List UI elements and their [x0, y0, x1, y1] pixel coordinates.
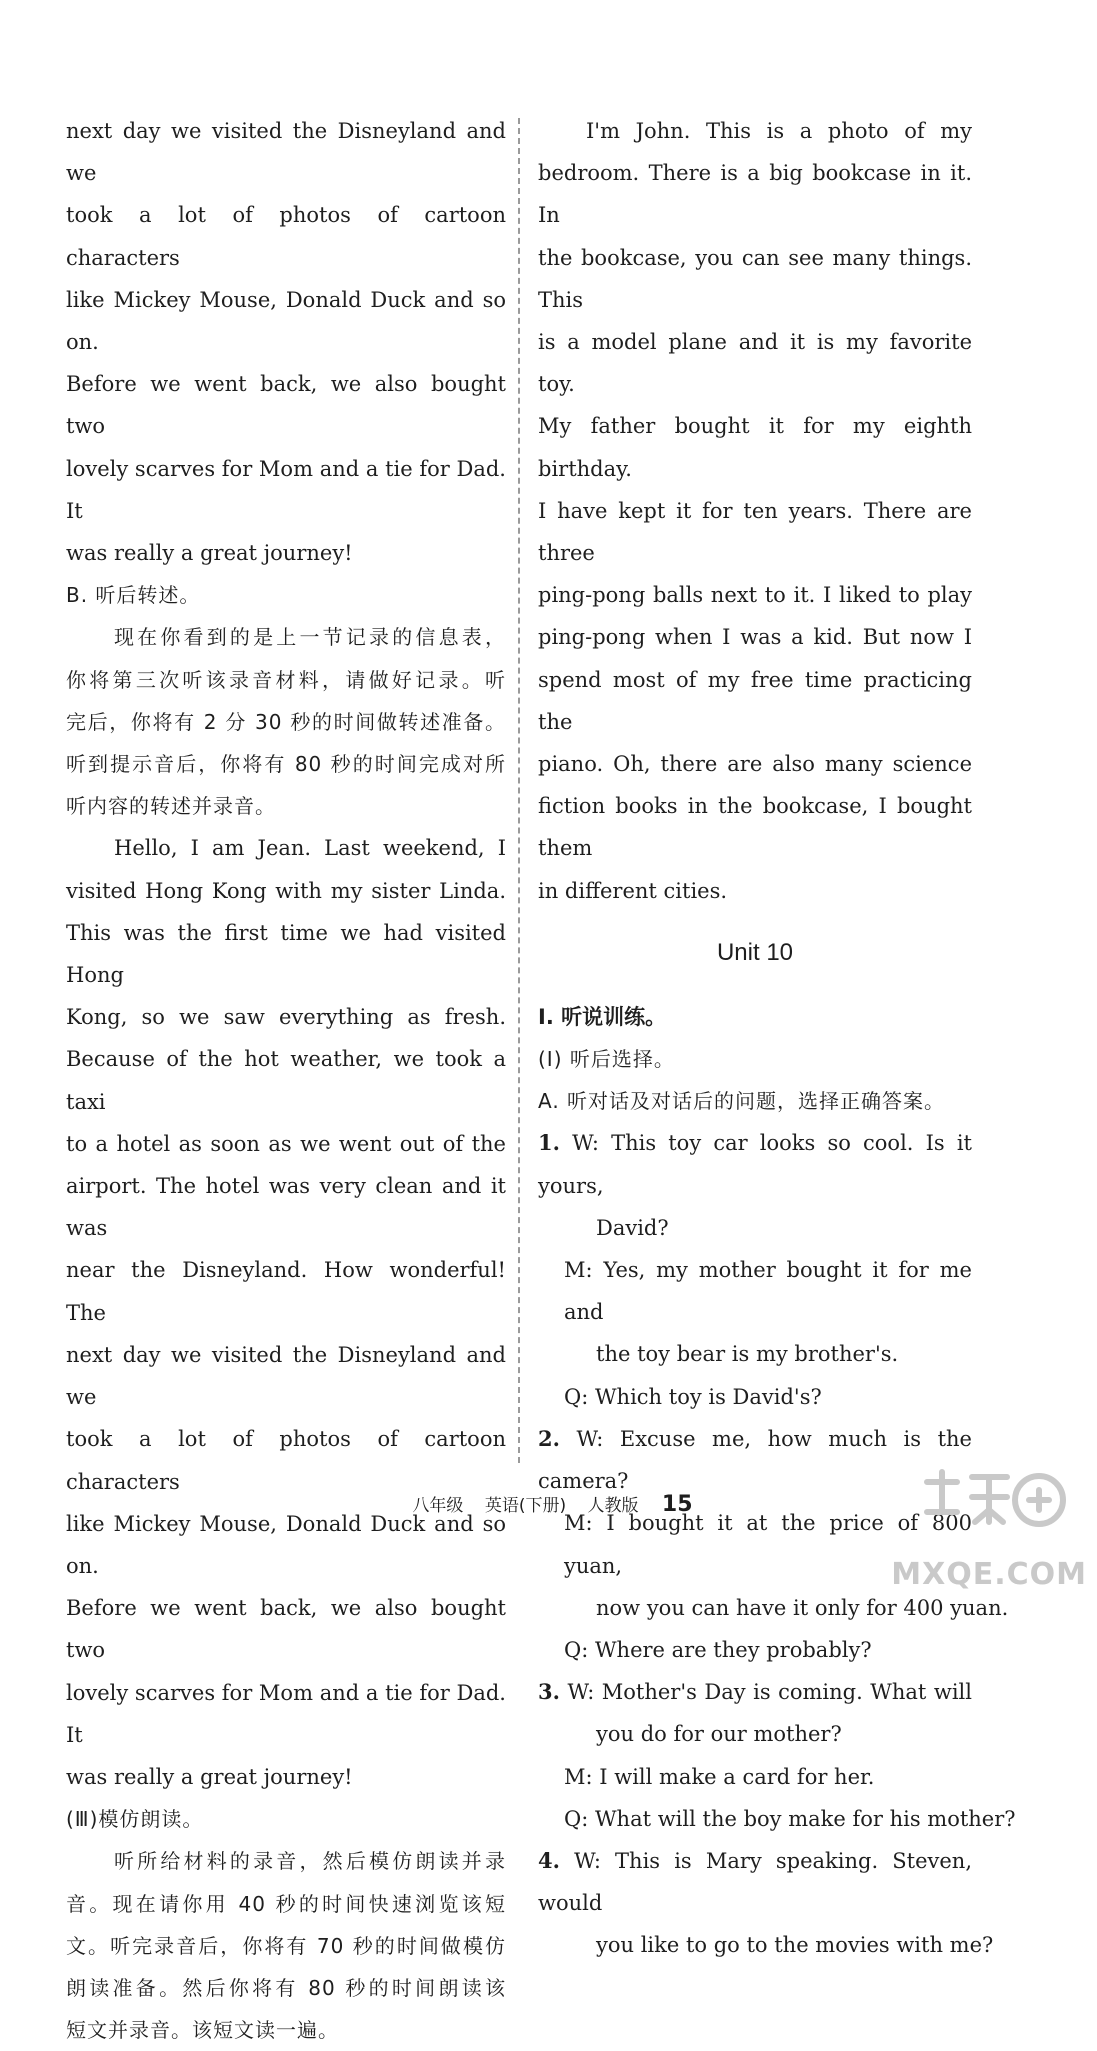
line-text: Hello, I am Jean. Last weekend, I: [114, 836, 506, 861]
text-line: [538, 152, 972, 236]
line-text: to a hotel as soon as we went out of the: [66, 1131, 506, 1156]
text-line: [538, 659, 972, 743]
line-text: 朗读准备。然后你将有 80 秒的时间朗读该: [66, 1975, 506, 2000]
line-text: 听所给材料的录音，然后模仿朗读并录: [114, 1849, 506, 1874]
text-line: [66, 785, 506, 827]
page-number: 15: [661, 1492, 693, 1517]
line-text: W: Excuse me, how much is the camera?: [538, 1426, 972, 1494]
text-line: [66, 659, 506, 701]
line-text: lovely scarves for Mom and a tie for Dad. It: [66, 456, 506, 523]
text-line: [538, 1249, 972, 1333]
line-text: This was the first time we had visited Hong: [66, 920, 506, 988]
question-number: 1.: [538, 1130, 560, 1156]
text-line: [538, 1080, 972, 1122]
watermark-logo-icon: [917, 1462, 1067, 1542]
text-line: [538, 1207, 972, 1249]
text-line: [66, 1925, 506, 1967]
line-text: 完后，你将有 2 分 30 秒的时间做转述准备。: [66, 709, 506, 734]
watermark: [887, 1462, 1087, 1592]
text-line: [538, 1629, 972, 1671]
line-text: spend most of my free time practicing the: [538, 667, 972, 734]
text-line: [538, 616, 972, 658]
text-line: [538, 1671, 972, 1713]
text-line: [538, 1038, 972, 1080]
line-text: fiction books in the bookcase, I bought them: [538, 794, 972, 861]
line-text: in different cities.: [538, 878, 728, 903]
line-text: 文。听完录音后，你将有 70 秒的时间做模仿: [66, 1933, 506, 1958]
text-line: [538, 1756, 972, 1798]
line-text: B. 听后转述。: [66, 583, 201, 608]
line-text: (Ⅲ)模仿朗读。: [66, 1807, 204, 1832]
text-line: [66, 532, 506, 574]
line-text: Q: Where are they probably?: [564, 1637, 872, 1662]
line-text: Q: What will the boy make for his mother?: [564, 1806, 1016, 1831]
line-text: W: This is Mary speaking. Steven, would: [538, 1848, 972, 1916]
line-text: next day we visited the Disneyland and we: [66, 119, 506, 186]
text-line: [66, 912, 506, 996]
line-text: W: Mother's Day is coming. What will: [567, 1680, 972, 1705]
line-text: I'm John. This is a photo of my: [586, 119, 972, 143]
line-text: 短文并录音。该短文读一遍。: [66, 2018, 339, 2043]
footer-version: 人教版: [587, 1496, 639, 1516]
question-number: 3.: [538, 1679, 560, 1705]
line-text: near the Disneyland. How wonderful! The: [66, 1258, 506, 1325]
line-text: 听到提示音后，你将有 80 秒的时间完成对所: [66, 752, 506, 777]
line-text: visited Hong Kong with my sister Linda.: [66, 878, 506, 903]
line-text: Ⅰ. 听说训练。: [538, 1004, 667, 1029]
line-text: ping-pong when I was a kid. But now I: [538, 625, 972, 650]
line-text: Before we went back, we also bought two: [66, 372, 506, 439]
line-text: took a lot of photos of cartoon characters: [66, 1427, 506, 1494]
line-text: like Mickey Mouse, Donald Duck and so on.: [66, 1511, 506, 1578]
text-line: [66, 1840, 506, 1882]
text-line: [66, 110, 506, 194]
text-line: [538, 1713, 972, 1755]
footer-subject: 英语(下册): [484, 1496, 567, 1516]
text-line: [66, 279, 506, 363]
line-text: the toy bear is my brother's.: [596, 1342, 899, 1367]
line-text: is a model plane and it is my favorite toy.: [538, 330, 972, 397]
text-line: [538, 1798, 1016, 1840]
text-line: [66, 1883, 506, 1925]
text-line: [66, 701, 506, 743]
text-line: [66, 870, 506, 912]
question-number: 2.: [538, 1425, 560, 1451]
text-line: [66, 1123, 506, 1165]
text-line: [538, 574, 972, 616]
line-text: 现在你看到的是上一节记录的信息表，: [114, 625, 506, 650]
line-text: W: This toy car looks so cool. Is it yours,: [538, 1131, 972, 1198]
text-line: [66, 1756, 506, 1798]
text-line: [538, 1924, 994, 1966]
text-line: [66, 1334, 506, 1418]
left-column: [66, 110, 506, 2051]
line-text: bedroom. There is a big bookcase in it. In: [538, 161, 972, 228]
line-text: ping-pong balls next to it. I liked to play: [538, 583, 972, 608]
line-text: the bookcase, you can see many things. This: [538, 245, 972, 312]
line-text: was really a great journey!: [66, 1764, 353, 1789]
line-text: My father bought it for my eighth birthday.: [538, 414, 972, 481]
right-column-passage: [538, 110, 972, 912]
line-text: took a lot of photos of cartoon characters: [66, 203, 506, 270]
line-text: A. 听对话及对话后的问题，选择正确答案。: [538, 1089, 946, 1114]
unit-title: Unit 10: [716, 938, 794, 966]
text-line: [66, 2009, 506, 2051]
line-text: was really a great journey!: [66, 541, 353, 566]
text-line: [538, 321, 972, 405]
text-line: [538, 1333, 972, 1375]
text-line: [538, 1587, 1009, 1629]
text-line: [538, 490, 972, 574]
footer-grade: 八年级: [412, 1496, 464, 1516]
line-text: now you can have it only for 400 yuan.: [596, 1595, 1009, 1620]
line-text: M: I will make a card for her.: [564, 1764, 875, 1789]
text-line: [538, 1840, 972, 1924]
text-line: [538, 785, 972, 869]
text-line: [66, 996, 506, 1038]
text-line: [66, 363, 506, 447]
text-line: [538, 237, 972, 321]
text-line: [538, 405, 972, 489]
text-line: [66, 1038, 506, 1122]
text-line: [66, 743, 506, 785]
line-text: (Ⅰ) 听后选择。: [538, 1047, 675, 1072]
line-text: next day we visited the Disneyland and we: [66, 1342, 506, 1410]
line-text: Because of the hot weather, we took a taxi: [66, 1047, 506, 1114]
text-line: [66, 827, 506, 869]
column-divider: [518, 118, 520, 1463]
line-text: Before we went back, we also bought two: [66, 1596, 506, 1663]
line-text: like Mickey Mouse, Donald Duck and so on.: [66, 287, 506, 355]
text-line: [538, 1376, 972, 1418]
line-text: 你将第三次听该录音材料，请做好记录。听: [66, 667, 506, 692]
line-text: Q: Which toy is David's?: [564, 1384, 822, 1409]
text-line: [66, 1165, 506, 1249]
line-text: you do for our mother?: [596, 1722, 842, 1747]
text-line: [66, 194, 506, 278]
line-text: 音。现在请你用 40 秒的时间快速浏览该短: [66, 1891, 506, 1916]
text-line: [66, 1967, 506, 2009]
line-text: M: Yes, my mother bought it for me and: [564, 1258, 972, 1325]
text-line: [538, 743, 972, 785]
line-text: lovely scarves for Mom and a tie for Dad. It: [66, 1680, 506, 1747]
text-line: [538, 110, 972, 152]
text-line: [538, 870, 972, 912]
text-line: [66, 1672, 506, 1756]
text-line: [66, 1587, 506, 1671]
line-text: David?: [596, 1215, 669, 1240]
line-text: you like to go to the movies with me?: [596, 1933, 994, 1958]
watermark-text: MXQE.COM: [891, 1557, 1087, 1592]
text-line: [538, 996, 972, 1038]
line-text: 听内容的转述并录音。: [66, 794, 276, 819]
text-line: [66, 616, 506, 658]
text-line: [66, 1798, 506, 1840]
line-text: Kong, so we saw everything as fresh.: [66, 1005, 506, 1030]
line-text: I have kept it for ten years. There are three: [538, 498, 972, 566]
line-text: M: I bought it at the price of 800 yuan,: [564, 1511, 972, 1578]
question-number: 4.: [538, 1847, 560, 1873]
line-text: piano. Oh, there are also many science: [538, 752, 972, 777]
text-line: [66, 574, 506, 616]
text-line: [66, 448, 506, 532]
text-line: [66, 1249, 506, 1333]
text-line: [538, 1122, 972, 1206]
line-text: airport. The hotel was very clean and it was: [66, 1174, 506, 1241]
